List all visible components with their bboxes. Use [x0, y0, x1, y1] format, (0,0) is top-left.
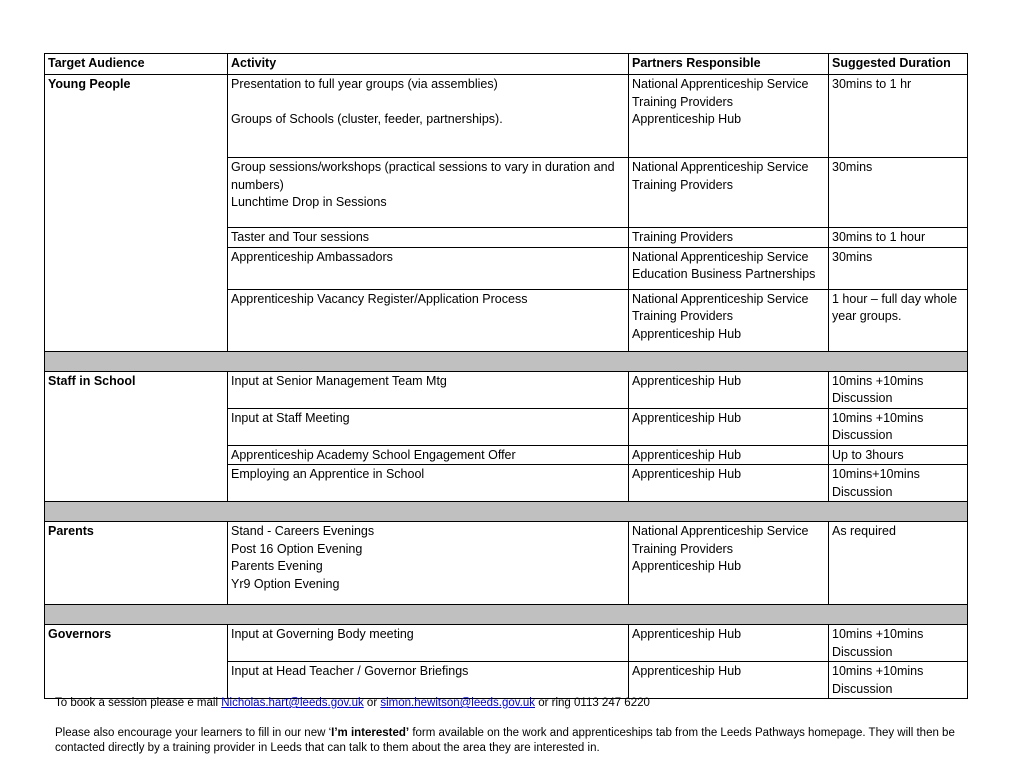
header-partners: Partners Responsible: [629, 54, 829, 75]
activity-cell: Stand - Careers Evenings Post 16 Option Evening Parents Evening Yr9 Option Evening: [228, 522, 629, 605]
section-divider: [45, 351, 968, 371]
duration-cell: 10mins +10mins Discussion: [829, 662, 968, 699]
table-row: [45, 522, 968, 605]
booking-line: To book a session please e mail Nicholas.hart@leeds.gov.uk or simon.hewitson@leeds.gov.uk or ring 0113 247 6220: [55, 697, 650, 709]
encouragement-paragraph: Please also encourage your learners to fill in our new ‘I’m interested’ form available on the work and apprenticeships tab from the Leeds Pathways homepage. They will then be contacted directly by a training provider in Leeds that can talk to them about the area they are interested in.: [55, 727, 955, 754]
duration-cell: 10mins+10mins Discussion: [829, 465, 968, 502]
activity-cell: Apprenticeship Academy School Engagement Offer: [228, 445, 629, 465]
email-link-simon[interactable]: simon.hewitson@leeds.gov.uk: [380, 697, 536, 709]
footer-notes: [55, 696, 975, 756]
duration-cell: 30mins to 1 hour: [829, 228, 968, 248]
duration-cell: 30mins: [829, 158, 968, 228]
table-row: [45, 625, 968, 662]
partners-cell: National Apprenticeship Service Training Providers: [629, 158, 829, 228]
partners-cell: National Apprenticeship Service Training Providers Apprenticeship Hub: [629, 75, 829, 158]
activity-cell: Input at Governing Body meeting: [228, 625, 629, 662]
table-row: [45, 371, 968, 408]
activity-cell: Taster and Tour sessions: [228, 228, 629, 248]
partners-cell: National Apprenticeship Service Training Providers Apprenticeship Hub: [629, 289, 829, 351]
partners-cell: Apprenticeship Hub: [629, 408, 829, 445]
audience-young-people: Young People: [45, 75, 228, 352]
duration-cell: As required: [829, 522, 968, 605]
duration-cell: 10mins +10mins Discussion: [829, 371, 968, 408]
engagement-table: [44, 53, 968, 699]
partners-cell: Apprenticeship Hub: [629, 371, 829, 408]
section-divider: [45, 605, 968, 625]
duration-cell: 30mins to 1 hr: [829, 75, 968, 158]
email-link-nicholas[interactable]: Nicholas.hart@leeds.gov.uk: [221, 697, 364, 709]
partners-cell: National Apprenticeship Service Education Business Partnerships: [629, 247, 829, 289]
header-activity: Activity: [228, 54, 629, 75]
activity-cell: Group sessions/workshops (practical sessions to vary in duration and numbers) Lunchtime Drop in Sessions: [228, 158, 629, 228]
audience-governors: Governors: [45, 625, 228, 699]
audience-parents: Parents: [45, 522, 228, 605]
activity-cell: Input at Staff Meeting: [228, 408, 629, 445]
duration-cell: 1 hour – full day whole year groups.: [829, 289, 968, 351]
activity-cell: Input at Senior Management Team Mtg: [228, 371, 629, 408]
table-header-row: [45, 54, 968, 75]
activity-cell: Input at Head Teacher / Governor Briefings: [228, 662, 629, 699]
partners-cell: National Apprenticeship Service Training Providers Apprenticeship Hub: [629, 522, 829, 605]
partners-cell: Apprenticeship Hub: [629, 445, 829, 465]
activity-cell: Apprenticeship Ambassadors: [228, 247, 629, 289]
header-duration: Suggested Duration: [829, 54, 968, 75]
duration-cell: 10mins +10mins Discussion: [829, 408, 968, 445]
duration-cell: 30mins: [829, 247, 968, 289]
section-divider: [45, 502, 968, 522]
activity-cell: Presentation to full year groups (via assemblies) Groups of Schools (cluster, feeder, partnerships).: [228, 75, 629, 158]
duration-cell: Up to 3hours: [829, 445, 968, 465]
table-row: [45, 75, 968, 158]
partners-cell: Training Providers: [629, 228, 829, 248]
audience-staff-in-school: Staff in School: [45, 371, 228, 502]
partners-cell: Apprenticeship Hub: [629, 465, 829, 502]
activity-cell: Apprenticeship Vacancy Register/Application Process: [228, 289, 629, 351]
duration-cell: 10mins +10mins Discussion: [829, 625, 968, 662]
activity-cell: Employing an Apprentice in School: [228, 465, 629, 502]
header-target-audience: Target Audience: [45, 54, 228, 75]
partners-cell: Apprenticeship Hub: [629, 625, 829, 662]
partners-cell: Apprenticeship Hub: [629, 662, 829, 699]
